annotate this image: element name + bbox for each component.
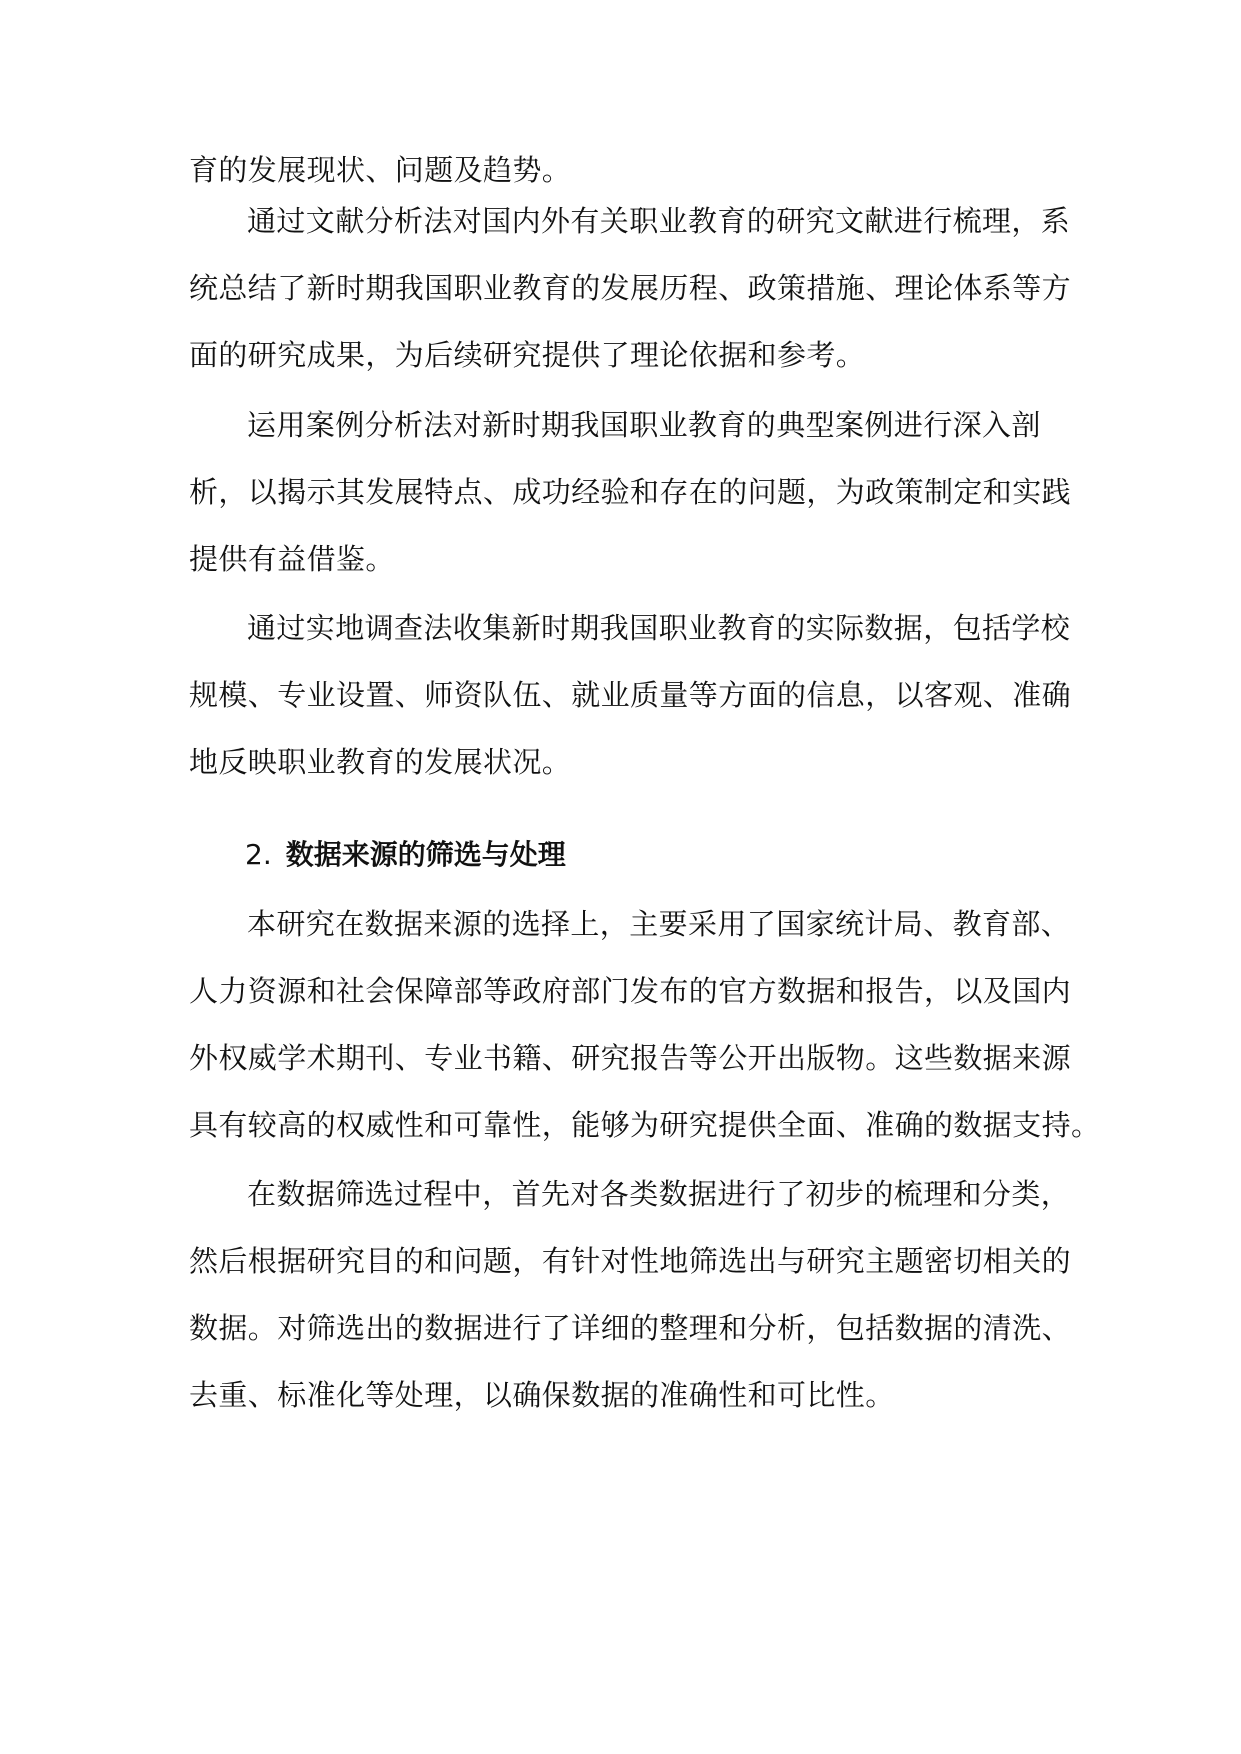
text-line: 去重、标准化等处理，以确保数据的准确性和可比性。	[189, 1378, 895, 1412]
section-heading	[245, 835, 566, 875]
text-line: 然后根据研究目的和问题，有针对性地筛选出与研究主题密切相关的	[189, 1244, 1072, 1278]
text-line: 数据。对筛选出的数据进行了详细的整理和分析，包括数据的清洗、	[189, 1311, 1072, 1345]
text-line: 育的发展现状、问题及趋势。	[189, 153, 572, 187]
text-line: 在数据筛选过程中，首先对各类数据进行了初步的梳理和分类，	[247, 1177, 1071, 1211]
text-line: 通过实地调查法收集新时期我国职业教育的实际数据，包括学校	[247, 611, 1071, 645]
text-line: 提供有益借鉴。	[189, 542, 395, 576]
text-line: 通过文献分析法对国内外有关职业教育的研究文献进行梳理，系	[247, 204, 1071, 238]
text-line: 地反映职业教育的发展状况。	[189, 745, 572, 779]
section-title: 数据来源的筛选与处理	[285, 838, 566, 871]
text-line: 规模、专业设置、师资队伍、就业质量等方面的信息，以客观、准确	[189, 678, 1072, 712]
text-line: 具有较高的权威性和可靠性，能够为研究提供全面、准确的数据支持。	[189, 1108, 1101, 1142]
section-number: 2.	[245, 838, 272, 871]
text-line: 面的研究成果，为后续研究提供了理论依据和参考。	[189, 338, 866, 372]
text-line: 外权威学术期刊、专业书籍、研究报告等公开出版物。这些数据来源	[189, 1041, 1072, 1075]
text-line: 统总结了新时期我国职业教育的发展历程、政策措施、理论体系等方	[189, 271, 1072, 305]
text-line: 析，以揭示其发展特点、成功经验和存在的问题，为政策制定和实践	[189, 475, 1072, 509]
text-line: 运用案例分析法对新时期我国职业教育的典型案例进行深入剖	[247, 408, 1041, 442]
text-line: 人力资源和社会保障部等政府部门发布的官方数据和报告，以及国内	[189, 974, 1072, 1008]
text-line: 本研究在数据来源的选择上，主要采用了国家统计局、教育部、	[247, 907, 1071, 941]
